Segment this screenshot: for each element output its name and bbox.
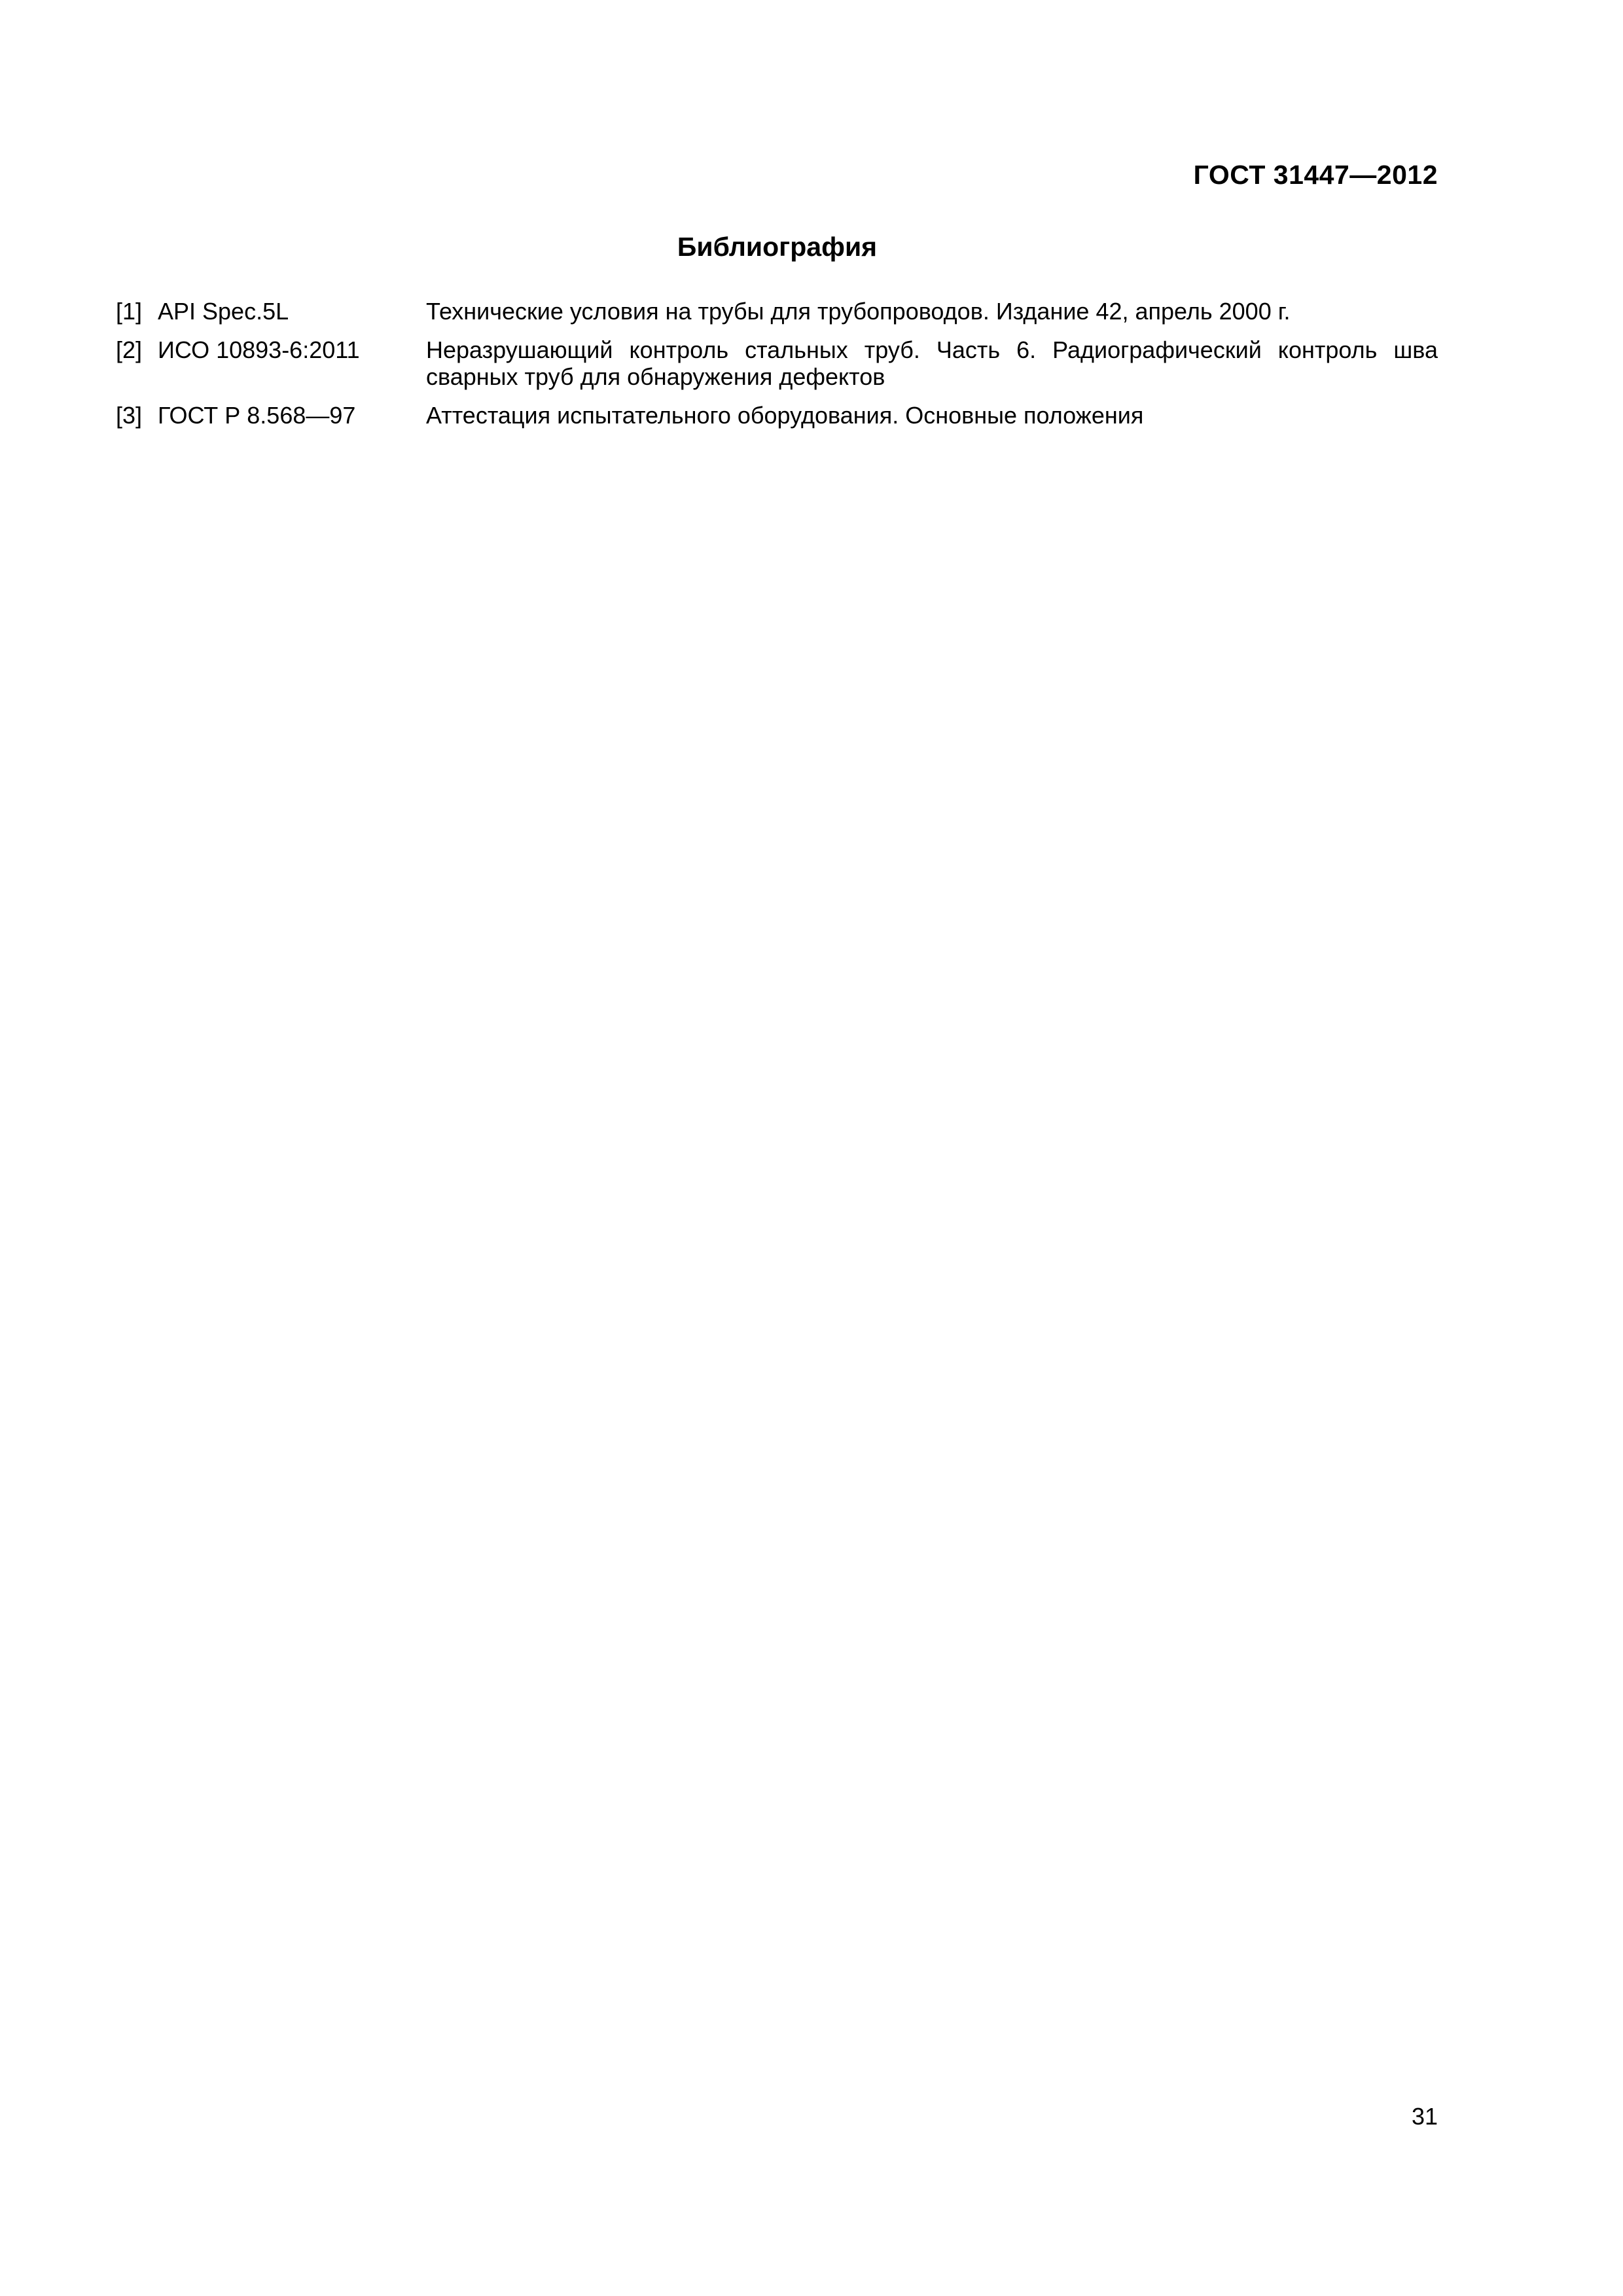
entry-reference: ИСО 10893-6:2011 [158,336,360,363]
entry-description: Аттестация испытательного оборудования. Основные положения [426,402,1144,429]
entry-description: Технические условия на трубы для трубопроводов. Издание 42, апрель 2000 г. [426,298,1291,325]
page-number: 31 [1411,2103,1438,2130]
bibliography-entry [116,402,1438,429]
entry-description: Неразрушающий контроль стальных труб. Часть 6. Радиографический контроль шва сварных труб для обнаружения дефектов [426,336,1438,390]
entry-number: [2] [116,336,143,363]
entry-number: [1] [116,298,143,325]
bibliography-list [116,298,1438,440]
document-code: ГОСТ 31447—2012 [1193,160,1438,190]
entry-reference: ГОСТ Р 8.568—97 [158,402,356,429]
bibliography-entry [116,298,1438,325]
bibliography-entry [116,336,1438,390]
entry-number: [3] [116,402,143,429]
entry-reference: API Spec.5L [158,298,289,325]
bibliography-title: Библиография [677,232,878,262]
